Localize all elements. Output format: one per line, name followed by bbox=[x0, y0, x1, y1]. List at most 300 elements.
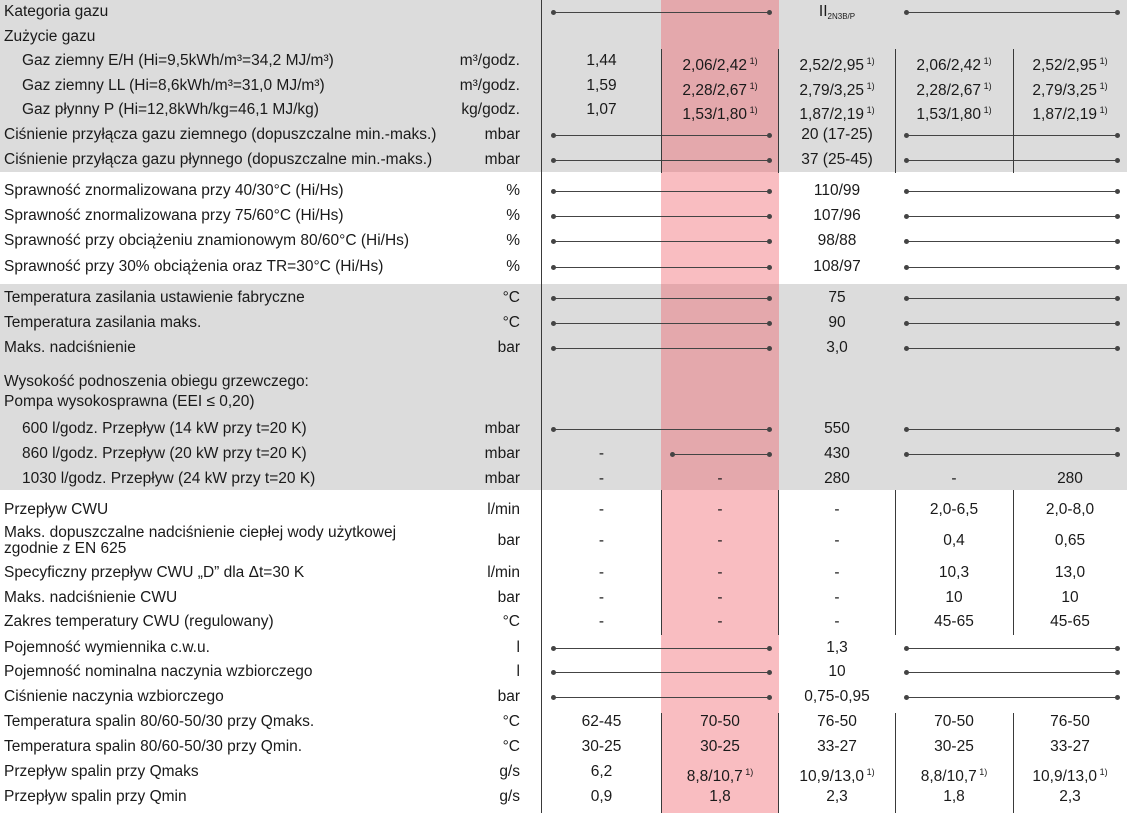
row-label: Pompa wysokosprawna (EEI ≤ 0,20) bbox=[4, 393, 255, 410]
cell-value: 1,44 bbox=[586, 52, 617, 69]
row-unit: bar bbox=[497, 589, 520, 606]
table-row bbox=[0, 524, 1127, 564]
table-cell bbox=[662, 738, 778, 756]
row-label: Sprawność przy obciążeniu znamionowym 80/60°C (Hi/Hs) bbox=[4, 232, 410, 249]
spanned-value-text: 75 bbox=[828, 289, 846, 306]
cell-value: - bbox=[717, 589, 723, 606]
table-cell bbox=[545, 788, 658, 806]
cell-value: 33-27 bbox=[817, 738, 857, 755]
row-label: Maks. nadciśnienie bbox=[4, 339, 136, 356]
table-row bbox=[0, 589, 1127, 609]
row-label: Ciśnienie naczynia wzbiorczego bbox=[4, 688, 224, 705]
cell-value: 10,9/13,0 bbox=[799, 768, 865, 786]
cell-value: 30-25 bbox=[581, 738, 622, 755]
span-line-right bbox=[906, 241, 1118, 242]
cell-value: 8,8/10,7 bbox=[920, 768, 977, 786]
spanned-value-text: 550 bbox=[824, 420, 850, 437]
table-cell bbox=[662, 788, 778, 806]
cell-value: 1,59 bbox=[586, 77, 617, 94]
table-cell bbox=[545, 470, 658, 488]
spanned-value-text: II bbox=[818, 3, 828, 20]
row-unit: m³/godz. bbox=[459, 52, 520, 69]
cell-value: 8,8/10,7 bbox=[686, 768, 743, 786]
spanned-value bbox=[779, 445, 895, 463]
table-cell bbox=[779, 564, 895, 582]
cell-value: 62-45 bbox=[581, 713, 622, 730]
table-cell bbox=[545, 738, 658, 756]
row-unit: % bbox=[506, 182, 520, 199]
footnote-mark: 1) bbox=[864, 105, 875, 115]
spanned-value bbox=[779, 3, 895, 26]
table-row bbox=[0, 713, 1127, 733]
row-unit: mbar bbox=[484, 420, 520, 437]
cell-value: 45-65 bbox=[934, 613, 974, 630]
row-unit: °C bbox=[502, 738, 520, 755]
footnote-mark: 1) bbox=[981, 56, 992, 66]
spanned-value bbox=[779, 207, 895, 225]
span-line-right bbox=[906, 429, 1118, 430]
footnote-mark: 1) bbox=[747, 56, 758, 66]
table-cell bbox=[545, 532, 658, 550]
row-label: Specyficzny przepływ CWU „D” dla Δt=30 K bbox=[4, 564, 305, 581]
cell-value: 1,07 bbox=[586, 101, 617, 118]
table-cell bbox=[1013, 52, 1127, 75]
table-row bbox=[0, 314, 1127, 334]
span-line-left bbox=[553, 216, 770, 217]
cell-value: 2,79/3,25 bbox=[1032, 82, 1098, 100]
row-label: Ciśnienie przyłącza gazu ziemnego (dopuszczalne min.-maks.) bbox=[4, 126, 437, 143]
table-cell bbox=[1013, 738, 1127, 756]
cell-value: - bbox=[717, 564, 723, 581]
table-cell bbox=[896, 763, 1012, 786]
row-label: Sprawność znormalizowana przy 75/60°C (Hi/Hs) bbox=[4, 207, 344, 224]
row-label: 600 l/godz. Przepływ (14 kW przy t=20 K) bbox=[22, 420, 307, 437]
span-line-left bbox=[553, 348, 770, 349]
table-cell bbox=[1013, 101, 1127, 124]
row-unit: % bbox=[506, 207, 520, 224]
spanned-value-text: 0,75-0,95 bbox=[804, 688, 870, 705]
table-cell bbox=[545, 589, 658, 607]
cell-value: 280 bbox=[1057, 470, 1083, 487]
table-cell bbox=[1013, 713, 1127, 731]
table-cell bbox=[779, 52, 895, 75]
table-cell bbox=[779, 470, 895, 488]
spanned-value-text: 110/99 bbox=[813, 182, 861, 199]
row-label: Przepływ spalin przy Qmin bbox=[4, 788, 187, 805]
spanned-value-text: 90 bbox=[828, 314, 846, 331]
gas-category-subscript: 2N3B/P bbox=[827, 12, 856, 21]
table-cell bbox=[896, 589, 1012, 607]
row-label: Maks. dopuszczalne nadciśnienie ciepłej wody użytkowej bbox=[4, 524, 397, 541]
table-row bbox=[0, 420, 1127, 440]
table-cell bbox=[545, 613, 658, 631]
row-unit: m³/godz. bbox=[459, 77, 520, 94]
span-line-right bbox=[906, 160, 1118, 161]
table-row bbox=[0, 232, 1127, 252]
row-label: 860 l/godz. Przepływ (20 kW przy t=20 K) bbox=[22, 445, 307, 462]
row-label: Temperatura spalin 80/60-50/30 przy Qmin. bbox=[4, 738, 303, 755]
footnote-mark: 1) bbox=[981, 81, 992, 91]
cell-value: - bbox=[598, 470, 605, 487]
row-label: Przepływ CWU bbox=[4, 501, 109, 518]
cell-value: 30-25 bbox=[934, 738, 974, 755]
spanned-value-text: 98/88 bbox=[817, 232, 857, 249]
table-cell bbox=[779, 613, 895, 631]
span-line-right bbox=[906, 12, 1118, 13]
table-cell bbox=[662, 564, 778, 582]
table-cell bbox=[896, 613, 1012, 631]
column-separator bbox=[661, 49, 662, 173]
row-label: 1030 l/godz. Przepływ (24 kW przy t=20 K) bbox=[22, 470, 316, 487]
span-line-left bbox=[553, 672, 770, 673]
spanned-value-text: 1,3 bbox=[826, 639, 848, 656]
row-unit: % bbox=[506, 258, 520, 275]
table-cell bbox=[545, 501, 658, 519]
cell-value: - bbox=[598, 564, 605, 581]
cell-value: 1,8 bbox=[709, 788, 731, 805]
row-unit: l/min bbox=[487, 564, 520, 581]
span-line-left bbox=[553, 648, 770, 649]
cell-value: - bbox=[834, 564, 840, 581]
spanned-value bbox=[779, 258, 895, 276]
spanned-value bbox=[779, 339, 895, 357]
table-cell bbox=[662, 589, 778, 607]
table-row bbox=[0, 28, 1127, 48]
footnote-mark: 1) bbox=[976, 767, 988, 777]
cell-value: 1,87/2,19 bbox=[1032, 106, 1098, 124]
row-label: Temperatura spalin 80/60-50/30 przy Qmaks. bbox=[4, 713, 315, 730]
cell-value: 6,2 bbox=[590, 763, 613, 780]
cell-value: - bbox=[598, 589, 605, 606]
span-line-left bbox=[553, 323, 770, 324]
table-cell bbox=[662, 763, 778, 786]
span-line-left bbox=[553, 298, 770, 299]
table-cell bbox=[662, 501, 778, 519]
footnote-mark: 1) bbox=[1097, 105, 1108, 115]
row-unit: g/s bbox=[499, 788, 520, 805]
span-line-right bbox=[906, 323, 1118, 324]
cell-value: 1,8 bbox=[943, 788, 965, 805]
table-row bbox=[0, 788, 1127, 808]
cell-value: - bbox=[598, 532, 605, 549]
span-line-left bbox=[553, 241, 770, 242]
table-cell bbox=[545, 763, 658, 781]
cell-value: 45-65 bbox=[1050, 613, 1090, 630]
row-label: Temperatura zasilania maks. bbox=[4, 314, 202, 331]
spanned-value bbox=[779, 126, 895, 144]
table-cell bbox=[896, 564, 1012, 582]
footnote-mark: 1) bbox=[981, 105, 992, 115]
table-row bbox=[0, 639, 1127, 659]
table-cell bbox=[545, 564, 658, 582]
table-cell bbox=[662, 52, 778, 75]
row-unit: bar bbox=[497, 339, 520, 356]
footnote-mark: 1) bbox=[747, 105, 758, 115]
cell-value: 10,9/13,0 bbox=[1032, 768, 1098, 786]
footnote-mark: 1) bbox=[747, 81, 758, 91]
table-cell bbox=[1013, 788, 1127, 806]
row-label: Pojemność nominalna naczynia wzbiorczego bbox=[4, 663, 313, 680]
span-line-left bbox=[553, 267, 770, 268]
cell-value: 2,0-8,0 bbox=[1045, 501, 1095, 518]
row-unit: % bbox=[506, 232, 520, 249]
cell-value: 70-50 bbox=[700, 713, 740, 730]
span-line-right bbox=[906, 454, 1118, 455]
table-row bbox=[0, 763, 1127, 786]
table-cell bbox=[662, 613, 778, 631]
column-separator bbox=[1013, 713, 1014, 813]
table-cell bbox=[779, 532, 895, 550]
cell-value: 2,06/2,42 bbox=[916, 57, 982, 75]
cell-value: - bbox=[598, 613, 605, 630]
span-line-left bbox=[553, 429, 770, 430]
cell-value: 2,06/2,42 bbox=[682, 57, 748, 75]
cell-value: - bbox=[717, 470, 723, 487]
table-cell bbox=[545, 101, 658, 119]
spanned-value-text: 3,0 bbox=[826, 339, 848, 356]
footnote-mark: 1) bbox=[742, 767, 754, 777]
spanned-value bbox=[779, 314, 895, 332]
cell-value: 2,52/2,95 bbox=[799, 57, 865, 75]
spanned-value bbox=[779, 639, 895, 657]
table-cell bbox=[662, 532, 778, 550]
spanned-value-text: 20 (17-25) bbox=[801, 126, 873, 143]
cell-value: 0,4 bbox=[943, 532, 965, 549]
cell-value: 10 bbox=[1061, 589, 1079, 606]
row-label: Kategoria gazu bbox=[4, 3, 109, 20]
table-cell bbox=[779, 763, 895, 786]
spanned-value bbox=[779, 289, 895, 307]
table-cell bbox=[896, 101, 1012, 124]
row-label: Maks. nadciśnienie CWU bbox=[4, 589, 178, 606]
cell-value: 33-27 bbox=[1050, 738, 1090, 755]
table-row bbox=[0, 289, 1127, 309]
row-label: Ciśnienie przyłącza gazu płynnego (dopuszczalne min.-maks.) bbox=[4, 151, 433, 168]
span-line-right bbox=[906, 648, 1118, 649]
cell-value: - bbox=[717, 501, 723, 518]
row-label: Temperatura zasilania ustawienie fabryczne bbox=[4, 289, 305, 306]
table-cell bbox=[896, 788, 1012, 806]
row-label: Wysokość podnoszenia obiegu grzewczego: bbox=[4, 373, 309, 390]
cell-value: - bbox=[834, 532, 840, 549]
row-unit: °C bbox=[502, 713, 520, 730]
table-cell bbox=[779, 101, 895, 124]
table-cell bbox=[1013, 564, 1127, 582]
span-line-left bbox=[553, 697, 770, 698]
table-cell bbox=[1013, 77, 1127, 100]
cell-value: 1,53/1,80 bbox=[682, 106, 748, 124]
spanned-value-text: 107/96 bbox=[813, 207, 861, 224]
table-row bbox=[0, 470, 1127, 490]
column-separator bbox=[895, 490, 896, 635]
spanned-value-text: 108/97 bbox=[813, 258, 861, 275]
column-separator bbox=[895, 49, 896, 173]
row-unit: mbar bbox=[484, 445, 520, 462]
cell-value: - bbox=[951, 470, 957, 487]
column-separator bbox=[778, 49, 779, 173]
table-cell bbox=[896, 52, 1012, 75]
cell-value: 76-50 bbox=[817, 713, 857, 730]
spanned-value-text: 10 bbox=[828, 663, 846, 680]
table-row bbox=[0, 52, 1127, 75]
row-unit: l bbox=[516, 639, 520, 656]
row-unit: °C bbox=[502, 314, 520, 331]
table-row bbox=[0, 258, 1127, 278]
row-label: Sprawność znormalizowana przy 40/30°C (Hi/Hs) bbox=[4, 182, 344, 199]
cell-value: - bbox=[598, 445, 605, 462]
row-unit: kg/godz. bbox=[461, 101, 520, 118]
table-cell bbox=[662, 470, 778, 488]
cell-value: 0,65 bbox=[1054, 532, 1086, 549]
table-row bbox=[0, 564, 1127, 584]
footnote-mark: 1) bbox=[1097, 767, 1108, 777]
row-label: Gaz płynny P (Hi=12,8kWh/kg=46,1 MJ/kg) bbox=[22, 101, 319, 118]
row-unit: bar bbox=[497, 688, 520, 705]
cell-value: 2,28/2,67 bbox=[916, 82, 982, 100]
row-label: Gaz ziemny LL (Hi=8,6kWh/m³=31,0 MJ/m³) bbox=[22, 77, 325, 94]
cell-value: - bbox=[717, 613, 723, 630]
cell-value: - bbox=[834, 589, 840, 606]
row-label-continued: zgodnie z EN 625 bbox=[4, 540, 127, 557]
spanned-value bbox=[779, 182, 895, 200]
span-line-left bbox=[672, 454, 770, 455]
spanned-value bbox=[779, 420, 895, 438]
table-cell bbox=[896, 470, 1012, 488]
table-cell bbox=[896, 532, 1012, 550]
cell-value: - bbox=[598, 501, 605, 518]
table-cell bbox=[779, 589, 895, 607]
table-row bbox=[0, 393, 1127, 413]
cell-value: 1,87/2,19 bbox=[799, 106, 865, 124]
cell-value: - bbox=[717, 532, 723, 549]
row-label: Gaz ziemny E/H (Hi=9,5kWh/m³=34,2 MJ/m³) bbox=[22, 52, 334, 69]
span-line-right bbox=[906, 672, 1118, 673]
table-cell bbox=[1013, 763, 1127, 786]
span-line-right bbox=[906, 697, 1118, 698]
span-line-right bbox=[906, 348, 1118, 349]
table-cell bbox=[896, 77, 1012, 100]
row-unit: °C bbox=[502, 289, 520, 306]
table-cell bbox=[1013, 501, 1127, 519]
row-unit: °C bbox=[502, 613, 520, 630]
table-cell bbox=[545, 77, 658, 95]
table-cell bbox=[662, 101, 778, 124]
cell-value: 2,79/3,25 bbox=[799, 82, 865, 100]
footnote-mark: 1) bbox=[864, 767, 875, 777]
table-row bbox=[0, 373, 1127, 393]
cell-value: 2,28/2,67 bbox=[682, 82, 748, 100]
column-separator bbox=[1013, 49, 1014, 173]
footnote-mark: 1) bbox=[1097, 81, 1108, 91]
table-cell bbox=[896, 713, 1012, 731]
table-cell bbox=[779, 713, 895, 731]
cell-value: 30-25 bbox=[700, 738, 740, 755]
cell-value: 10 bbox=[945, 589, 963, 606]
cell-value: 2,0-6,5 bbox=[929, 501, 979, 518]
span-line-left bbox=[553, 191, 770, 192]
span-line-right bbox=[906, 216, 1118, 217]
table-row bbox=[0, 126, 1127, 146]
row-unit: mbar bbox=[484, 126, 520, 143]
column-separator bbox=[778, 490, 779, 635]
row-label: Pojemność wymiennika c.w.u. bbox=[4, 639, 210, 656]
table-cell bbox=[662, 77, 778, 100]
column-separator bbox=[778, 713, 779, 813]
table-row bbox=[0, 501, 1127, 521]
span-line-right bbox=[906, 191, 1118, 192]
cell-value: - bbox=[834, 501, 840, 518]
table-cell bbox=[662, 713, 778, 731]
span-line-right bbox=[906, 135, 1118, 136]
row-label: Sprawność przy 30% obciążenia oraz TR=30°C (Hi/Hs) bbox=[4, 258, 384, 275]
spanned-value bbox=[779, 151, 895, 169]
table-cell bbox=[545, 52, 658, 70]
cell-value: - bbox=[834, 613, 840, 630]
table-cell bbox=[1013, 613, 1127, 631]
cell-value: 1,53/1,80 bbox=[916, 106, 982, 124]
row-unit: mbar bbox=[484, 151, 520, 168]
column-separator bbox=[661, 713, 662, 813]
table-cell bbox=[779, 788, 895, 806]
row-unit: g/s bbox=[499, 763, 520, 780]
table-row bbox=[0, 688, 1127, 708]
table-row bbox=[0, 151, 1127, 171]
span-line-right bbox=[906, 298, 1118, 299]
table-cell bbox=[1013, 470, 1127, 488]
table-cell bbox=[896, 501, 1012, 519]
table-cell bbox=[779, 77, 895, 100]
span-line-right bbox=[906, 267, 1118, 268]
cell-value: 2,3 bbox=[826, 788, 848, 805]
table-row bbox=[0, 77, 1127, 100]
table-cell bbox=[545, 713, 658, 731]
cell-value: 2,52/2,95 bbox=[1032, 57, 1098, 75]
table-cell bbox=[1013, 532, 1127, 550]
row-unit: l bbox=[516, 663, 520, 680]
cell-value: 70-50 bbox=[934, 713, 974, 730]
cell-value: 10,3 bbox=[938, 564, 970, 581]
column-separator bbox=[661, 490, 662, 635]
cell-value: 280 bbox=[824, 470, 850, 487]
footnote-mark: 1) bbox=[864, 56, 875, 66]
table-row bbox=[0, 3, 1127, 23]
row-label: Zakres temperatury CWU (regulowany) bbox=[4, 613, 274, 630]
spanned-value bbox=[779, 663, 895, 681]
column-separator bbox=[1013, 490, 1014, 635]
row-unit: mbar bbox=[484, 470, 520, 487]
spanned-value bbox=[779, 688, 895, 706]
cell-value: 0,9 bbox=[590, 788, 613, 805]
cell-value: 2,3 bbox=[1059, 788, 1081, 805]
column-separator bbox=[895, 713, 896, 813]
footnote-mark: 1) bbox=[1097, 56, 1108, 66]
table-cell bbox=[779, 738, 895, 756]
row-label: Przepływ spalin przy Qmaks bbox=[4, 763, 199, 780]
table-row bbox=[0, 613, 1127, 633]
table-row bbox=[0, 663, 1127, 683]
spanned-value-text: 37 (25-45) bbox=[801, 151, 873, 168]
table-cell bbox=[896, 738, 1012, 756]
spanned-value bbox=[779, 232, 895, 250]
table-cell bbox=[779, 501, 895, 519]
table-cell bbox=[1013, 589, 1127, 607]
table-row bbox=[0, 101, 1127, 124]
table-row bbox=[0, 339, 1127, 359]
table-row bbox=[0, 207, 1127, 227]
spanned-value-text: 430 bbox=[824, 445, 850, 462]
row-unit: bar bbox=[497, 532, 520, 549]
row-label: Zużycie gazu bbox=[4, 28, 96, 45]
